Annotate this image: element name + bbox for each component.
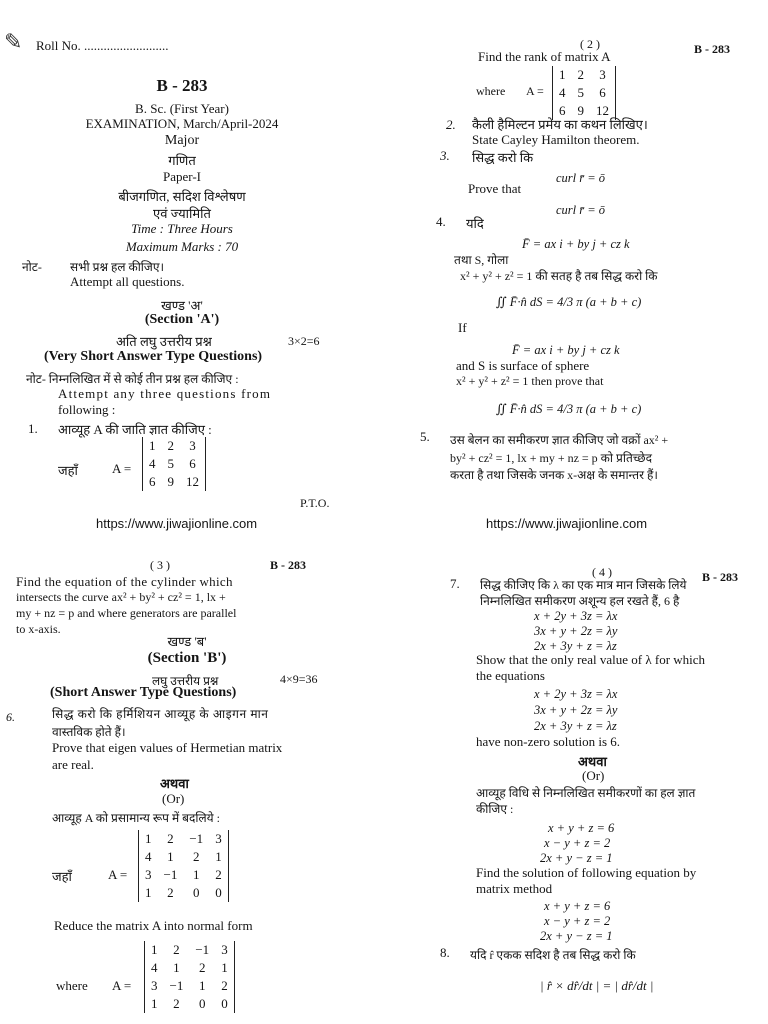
matrix-row: [139, 884, 229, 902]
matrix-cell: 6: [559, 103, 566, 118]
matrix-cell: 12: [186, 474, 199, 489]
matrix-row: [145, 995, 235, 1013]
matrix-row: [553, 66, 616, 84]
matrix-row: [553, 84, 616, 102]
section-b-hindi: खण्ड 'ब': [167, 634, 207, 649]
matrix-cell: 2: [215, 867, 222, 882]
matrix-cell: 2: [173, 996, 180, 1011]
q4-line2-hindi: तथा S, गोला: [454, 253, 509, 267]
q4-line2-english: and S is surface of sphere: [456, 358, 590, 373]
matrix-cell: 4: [145, 849, 152, 864]
matrix-cell: 1: [151, 996, 158, 1011]
q3-number: 3.: [440, 148, 450, 163]
q4-hindi: यदि: [466, 216, 484, 231]
q8-number: 8.: [440, 945, 450, 960]
major-label: Major: [164, 133, 200, 148]
matrix-cell: 2: [167, 831, 174, 846]
section-b-english: (Section 'B'): [147, 650, 227, 666]
q7-eq-3: 2x + 3y + z = λz: [534, 639, 617, 653]
q7-hindi-2: निम्नलिखित समीकरण अशून्य हल रखते हैं, 6 है: [480, 594, 680, 608]
q2-english: State Cayley Hamilton theorem.: [472, 132, 640, 147]
q1-hindi: आव्यूह A की जाति ज्ञात कीजिए :: [58, 422, 212, 437]
note2-english-2: following :: [58, 402, 116, 417]
q2-hindi: कैली हैमिल्टन प्रमेय का कथन लिखिए।: [472, 117, 648, 132]
q7b-english-2: matrix method: [476, 881, 553, 896]
q1-where-hindi: जहाँ: [58, 463, 78, 478]
matrix-cell: 6: [599, 85, 606, 100]
q4-field-hindi: F̄ = ax i + by j + cz k: [522, 237, 630, 251]
matrix-cell: 5: [577, 85, 584, 100]
matrix-cell: 2: [167, 885, 174, 900]
section-b-marks: 4×9=36: [280, 672, 318, 686]
matrix-label-1: A =: [108, 867, 128, 882]
q7b-hindi-1: आव्यूह विधि से निम्नलिखित समीकरणों का हल ज्ञात: [476, 786, 696, 800]
matrix-cell: 2: [199, 960, 206, 975]
matrix-cell: 3: [599, 67, 606, 82]
note2-english-1: Attempt any three questions from: [58, 386, 272, 401]
q6-english-1: Prove that eigen values of Hermetian matrix: [52, 740, 283, 755]
q4-if: If: [458, 320, 467, 335]
section-a-marks: 3×2=6: [288, 334, 320, 348]
matrix-cell: 2: [167, 438, 174, 453]
course: B. Sc. (First Year): [135, 101, 229, 116]
page-number: ( 3 ): [150, 558, 170, 572]
matrix-cell: 1: [145, 831, 152, 846]
note-english: Attempt all questions.: [70, 274, 185, 289]
q3-hindi: सिद्ध करो कि: [472, 150, 534, 165]
matrix-cell: 5: [167, 456, 174, 471]
matrix-cell: 4: [149, 456, 156, 471]
matrix-cell: 1: [221, 960, 228, 975]
matrix-cell: 2: [193, 849, 200, 864]
matrix-cell: 2: [173, 942, 180, 957]
matrix-cell: 12: [596, 103, 609, 118]
matrix-row: [143, 437, 206, 455]
question-type-english: (Short Answer Type Questions): [50, 685, 237, 700]
matrix-row: [139, 866, 229, 884]
matrix-cell: 1: [167, 849, 174, 864]
q5-english-4: to x-axis.: [16, 622, 61, 636]
matrix-row: [143, 455, 206, 473]
footer-url: https://www.jiwajionline.com: [96, 516, 258, 531]
q4-line3-english: x² + y² + z² = 1 then prove that: [456, 374, 604, 388]
q6-hindi-1: सिद्ध करो कि हर्मिशियन आव्यूह के आइगन मान: [52, 707, 269, 721]
q7-eq-2: 3x + y + 2z = λy: [534, 624, 618, 638]
title-hindi-2: एवं ज्यामिति: [153, 206, 211, 221]
q6-english-2: are real.: [52, 757, 94, 772]
matrix-cell: 0: [215, 885, 222, 900]
q7b-hindi-2: कीजिए :: [476, 802, 514, 816]
matrix-row: [143, 473, 206, 491]
matrix-cell: 1: [149, 438, 156, 453]
pto: P.T.O.: [300, 496, 330, 510]
matrix-cell: 3: [221, 942, 228, 957]
note-hindi: सभी प्रश्न हल कीजिए।: [70, 260, 164, 274]
roll-no: Roll No. ..........................: [36, 38, 169, 53]
matrix-cell: 2: [221, 978, 228, 993]
where-hindi: जहाँ: [52, 869, 72, 884]
time: Time : Three Hours: [131, 221, 233, 236]
q6-number: 6.: [6, 710, 15, 724]
q6-hindi-2: वास्तविक होते हैं।: [52, 725, 126, 739]
q2-number: 2.: [446, 117, 456, 132]
q6b-matrix-english: [144, 941, 235, 1013]
matrix-cell: 6: [149, 474, 156, 489]
matrix-row: [139, 830, 229, 848]
q7b-eq-3: 2x + y − z = 1: [540, 851, 613, 865]
question-type-hindi: लघु उत्तरीय प्रश्न: [152, 674, 219, 688]
matrix-cell: 4: [151, 960, 158, 975]
matrix-cell: −1: [195, 942, 210, 957]
q7b-eq-en-1: x + y + z = 6: [544, 899, 611, 913]
matrix-row: [145, 941, 235, 959]
or-hindi: अथवा: [160, 776, 189, 791]
page-number: ( 2 ): [580, 37, 600, 51]
matrix-cell: 1: [559, 67, 566, 82]
q7-eq-en-1: x + 2y + 3z = λx: [534, 687, 618, 701]
matrix-cell: −1: [189, 831, 204, 846]
q5-hindi-3: करता है तथा जिसके जनक x-अक्ष के समान्तर हैं।: [450, 468, 658, 482]
paper-code: B - 283: [156, 76, 208, 95]
section-a-hindi: खण्ड 'अ': [161, 298, 203, 313]
q7-eq-en-2: 3x + y + 2z = λy: [534, 703, 618, 717]
q1-matrix: [142, 437, 206, 491]
or-english: (Or): [162, 791, 185, 806]
q6b-english: Reduce the matrix A into normal form: [54, 918, 253, 933]
q7-hindi-1: सिद्ध कीजिए कि λ का एक मात्र मान जिसके लिये: [480, 578, 687, 592]
q7-english-3: have non-zero solution is 6.: [476, 734, 621, 749]
paper-code: B - 283: [702, 570, 738, 584]
where-english: where: [56, 978, 88, 993]
q5-english-1: Find the equation of the cylinder which: [16, 574, 233, 589]
q1-matrix-label: A =: [112, 461, 132, 476]
or-hindi: अथवा: [578, 754, 607, 769]
q1-matrix: [552, 66, 616, 120]
matrix-cell: 9: [167, 474, 174, 489]
matrix-cell: 1: [199, 978, 206, 993]
matrix-cell: 3: [215, 831, 222, 846]
matrix-cell: 3: [145, 867, 152, 882]
matrix-cell: −1: [169, 978, 184, 993]
q4-line3-hindi: x² + y² + z² = 1 की सतह है तब सिद्ध करो कि: [460, 269, 658, 283]
exam-title: EXAMINATION, March/April-2024: [85, 116, 279, 131]
footer-url: https://www.jiwajionline.com: [486, 516, 648, 531]
matrix-cell: 2: [577, 67, 584, 82]
q7-english-1: Show that the only real value of λ for which: [476, 652, 706, 667]
q7-eq-1: x + 2y + 3z = λx: [534, 609, 618, 623]
q7b-eq-1: x + y + z = 6: [548, 821, 615, 835]
question-type-english: (Very Short Answer Type Questions): [44, 349, 263, 364]
subject-hindi: गणित: [168, 153, 196, 168]
q7-english-2: the equations: [476, 668, 545, 683]
q4-integral-hindi: ∬ F̄·n̂ dS = 4/3 π (a + b + c): [496, 295, 642, 309]
q5-hindi-2: by² + cz² = 1, lx + my + nz = p को प्रतिच्छेद: [450, 451, 652, 465]
title-hindi-1: बीजगणित, सदिश विश्लेषण: [118, 189, 246, 204]
q3-equation-hindi: curl r̄ = ō: [556, 171, 606, 185]
q7b-eq-en-3: 2x + y − z = 1: [540, 929, 613, 943]
q4-integral-english: ∬ F̄·n̂ dS = 4/3 π (a + b + c): [496, 402, 642, 416]
paper-code: B - 283: [270, 558, 306, 572]
note-label: नोट-: [22, 260, 42, 274]
q6b-hindi: आव्यूह A को प्रसामान्य रूप में बदलिये :: [52, 811, 220, 825]
matrix-cell: 6: [189, 456, 196, 471]
q5-english-3: my + nz = p and where generators are parallel: [16, 606, 237, 620]
q3-equation-english: curl r̄ = ō: [556, 203, 606, 217]
matrix-cell: 0: [199, 996, 206, 1011]
matrix-row: [145, 959, 235, 977]
paper-code: B - 283: [694, 42, 730, 56]
q7b-english-1: Find the solution of following equation by: [476, 865, 697, 880]
matrix-cell: 1: [145, 885, 152, 900]
matrix-cell: 9: [577, 103, 584, 118]
q5-english-2: intersects the curve ax² + by² + cz² = 1, lx +: [16, 590, 226, 604]
matrix-label-2: A =: [112, 978, 132, 993]
page-4: [384, 512, 768, 1024]
section-a-english: (Section 'A'): [144, 312, 220, 327]
matrix-cell: 3: [151, 978, 158, 993]
matrix-cell: 0: [193, 885, 200, 900]
matrix-cell: 3: [189, 438, 196, 453]
q3-english: Prove that: [468, 181, 522, 196]
matrix-cell: 1: [193, 867, 200, 882]
max-marks: Maximum Marks : 70: [125, 239, 239, 254]
q7b-eq-2: x − y + z = 2: [544, 836, 611, 850]
q8-hindi: यदि r̂ एकक सदिश है तब सिद्ध करो कि: [470, 948, 636, 962]
matrix-label: A =: [526, 84, 544, 98]
matrix-cell: 1: [173, 960, 180, 975]
matrix-row: [139, 848, 229, 866]
page-2: [384, 0, 768, 531]
q4-number: 4.: [436, 214, 446, 229]
where-label: where: [476, 84, 506, 98]
q6b-matrix-hindi: [138, 830, 229, 902]
q1-number: 1.: [28, 421, 38, 436]
page-number: ( 4 ): [592, 565, 612, 579]
q4-field-english: F̄ = ax i + by j + cz k: [512, 343, 620, 357]
note2-hindi: नोट- निम्नलिखित में से कोई तीन प्रश्न हल कीजिए :: [26, 372, 239, 386]
matrix-cell: 4: [559, 85, 566, 100]
matrix-cell: 1: [151, 942, 158, 957]
matrix-cell: −1: [163, 867, 178, 882]
or-english: (Or): [582, 768, 605, 783]
q5-number: 5.: [420, 429, 430, 444]
q7b-eq-en-2: x − y + z = 2: [544, 914, 611, 928]
matrix-cell: 0: [221, 996, 228, 1011]
page-3: [0, 512, 384, 1024]
q8-equation: | r̂ × dr̂/dt | = | dr̂/dt |: [540, 978, 654, 993]
q7-eq-en-3: 2x + 3y + z = λz: [534, 719, 617, 733]
q1-english: Find the rank of matrix A: [478, 49, 611, 64]
paper-number: Paper-I: [163, 169, 201, 184]
q7-number: 7.: [450, 576, 460, 591]
matrix-row: [145, 977, 235, 995]
q5-hindi-1: उस बेलन का समीकरण ज्ञात कीजिए जो वक्रों ax² +: [450, 433, 669, 447]
page-1: [0, 0, 384, 531]
pin-mark: ✎: [4, 30, 23, 55]
question-type-hindi: अति लघु उत्तरीय प्रश्न: [116, 334, 212, 349]
matrix-cell: 1: [215, 849, 222, 864]
